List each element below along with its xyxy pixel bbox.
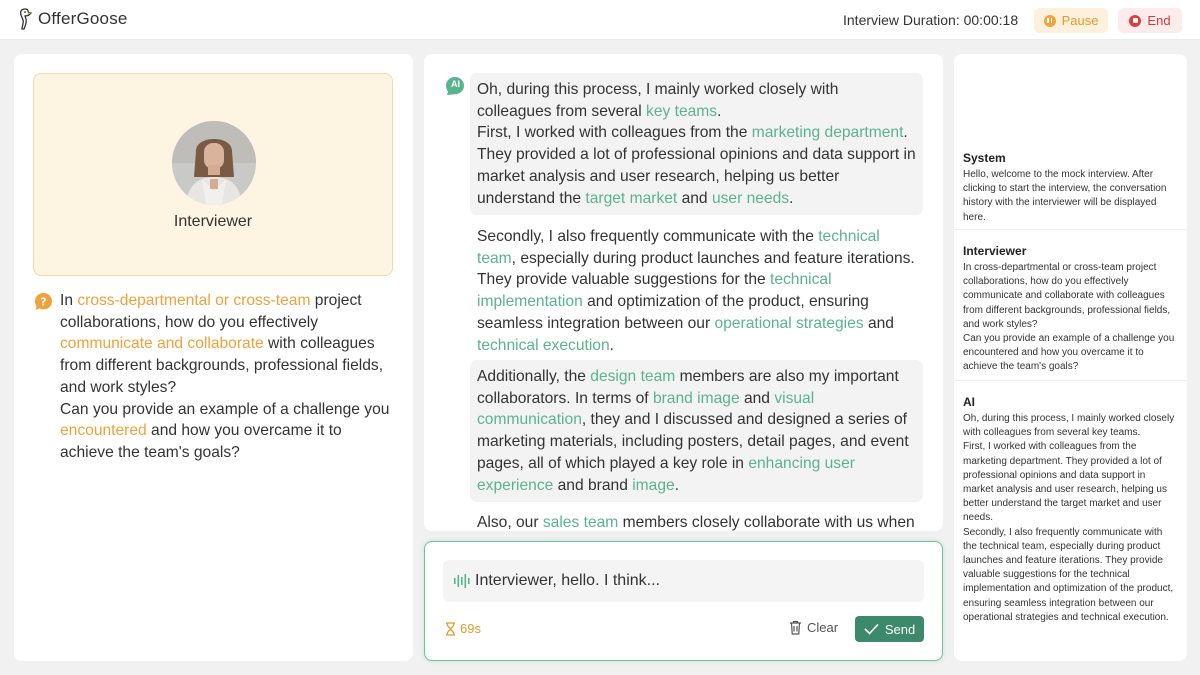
ai-badge-label: AI <box>451 79 460 89</box>
text-segment: , they and I discussed and designed a series of marketing materials, including posters, detail pages, and event pages, all of which played a key role in <box>477 411 909 472</box>
text-segment: and optimization of the product, ensuring seamless integration between our <box>477 293 869 332</box>
pause-icon <box>1044 15 1056 27</box>
text-segment: and brand <box>553 476 633 494</box>
answer-input-panel <box>424 541 943 661</box>
current-question <box>34 290 399 464</box>
text-segment: . <box>609 336 614 354</box>
history-entry-body: In cross-departmental or cross-team project collaborations, how do you effectively communicate and collaborate with colleagues from different backgrounds, professional fields, and work styles? Can you provide an example of a challenge you encountered and how you overcame it to achieve the team's goals? <box>963 262 1175 373</box>
text-segment: members closely collaborate with us when <box>618 514 915 531</box>
history-entry-body: Oh, during this process, I mainly worked closely with colleagues from several key teams. First, I worked with colleagues from the marketing department. They provided a lot of professional opinions and data support in market analysis and user research, helping us better understand the target market and user needs. Secondly, I also frequently communicate with the technical team, especially during product launches and feature iterations. They provide valuable suggestions for the technical implementation and optimization of the product, ensuring seamless integration between our operational strategies and technical execution. <box>963 413 1175 623</box>
highlighted-keyword: brand image <box>652 389 740 407</box>
highlighted-keyword: technical team <box>477 228 880 267</box>
highlighted-keyword: design team <box>590 368 676 385</box>
question-text <box>60 290 399 464</box>
text-segment: First, I worked with colleagues from the <box>477 124 752 142</box>
history-entry-system <box>954 151 1187 230</box>
interviewer-card <box>33 73 393 276</box>
interviewer-panel <box>14 54 413 661</box>
app-logo <box>16 6 128 32</box>
pause-button[interactable] <box>1034 8 1108 33</box>
text-segment: and <box>739 389 775 407</box>
check-icon <box>864 623 879 635</box>
send-button[interactable] <box>855 616 924 642</box>
ai-message-bubble <box>470 73 923 215</box>
text-segment: In <box>60 292 78 309</box>
voice-wave-icon <box>453 573 471 589</box>
chat-panel[interactable] <box>424 54 943 531</box>
highlighted-keyword: target market <box>585 189 678 207</box>
highlighted-keyword: technical execution <box>477 336 610 354</box>
ai-message-bubble <box>470 506 923 531</box>
highlighted-keyword: visual communication <box>477 389 815 429</box>
svg-text:?: ? <box>40 295 47 309</box>
text-segment: project collaborations, how do you effectively <box>60 292 362 331</box>
ai-message-bubble <box>470 360 923 502</box>
text-segment: . <box>717 102 722 120</box>
text-segment: and how you overcame it to achieve the team's goals? <box>60 422 342 461</box>
text-segment: and <box>677 189 712 207</box>
history-entry-body: Hello, welcome to the mock interview. After clicking to start the interview, the conversation history with the interviewer will be displayed here. <box>963 169 1170 223</box>
text-segment: Oh, during this process, I mainly worked closely with colleagues from several <box>477 81 839 120</box>
history-entry-title: Interviewer <box>963 244 1027 258</box>
interview-duration: Interview Duration: 00:00:18 <box>843 12 1019 28</box>
highlighted-keyword: communicate and collaborate <box>60 335 264 353</box>
highlighted-keyword: key teams <box>646 102 718 120</box>
goose-logo-icon <box>16 6 34 32</box>
top-bar <box>0 0 1200 40</box>
highlighted-keyword: user needs <box>711 189 790 207</box>
interviewer-avatar <box>172 121 256 205</box>
highlighted-keyword: technical implementation <box>477 271 832 311</box>
send-button-label: Send <box>884 621 916 637</box>
highlighted-keyword: sales team <box>542 514 619 531</box>
highlighted-keyword: image <box>632 476 675 494</box>
end-button-label: End <box>1147 13 1171 28</box>
ai-message-bubble <box>470 220 923 362</box>
clear-button[interactable] <box>789 620 838 635</box>
text-segment: members are also my important collaborators. In terms of <box>477 368 899 407</box>
text-segment: and <box>863 314 894 332</box>
trash-icon <box>789 620 802 635</box>
highlighted-keyword: enhancing user experience <box>477 454 855 494</box>
text-segment: with colleagues from different backgrounds, professional fields, and work styles? <box>60 335 384 396</box>
highlighted-keyword: cross-departmental or cross-team <box>77 292 311 309</box>
highlighted-keyword: operational strategies <box>714 314 864 332</box>
text-segment: . They provided a lot of professional opinions and data support in market analysis and user research, helping us better understand the <box>477 124 916 207</box>
text-segment: , especially during product launches and feature iterations. They provide valuable suggestions for the <box>477 249 915 289</box>
end-button[interactable] <box>1118 8 1182 33</box>
history-entry-ai <box>954 395 1187 661</box>
interviewer-label: Interviewer <box>173 213 253 230</box>
timer-value: 69s <box>460 621 481 636</box>
history-entry-interviewer <box>954 244 1187 381</box>
text-segment: . <box>674 476 680 494</box>
app-name: OfferGoose <box>38 9 128 28</box>
answer-input[interactable] <box>443 560 924 602</box>
text-segment: Also, our <box>477 514 543 531</box>
answer-timer <box>445 621 481 636</box>
answer-input-text: Interviewer, hello. I think... <box>475 572 660 589</box>
stop-icon <box>1129 15 1141 27</box>
history-entry-title: AI <box>963 395 975 409</box>
conversation-history-panel[interactable] <box>954 54 1187 661</box>
highlighted-keyword: encountered <box>60 422 147 440</box>
text-segment: Secondly, I also frequently communicate with the <box>477 228 819 245</box>
text-segment: Additionally, the <box>477 368 591 385</box>
clear-button-label: Clear <box>807 620 839 635</box>
highlighted-keyword: marketing department <box>751 124 904 142</box>
text-segment: . <box>789 189 794 207</box>
history-entry-title: System <box>963 151 1006 165</box>
pause-button-label: Pause <box>1061 13 1099 28</box>
text-segment: Can you provide an example of a challenge you <box>60 400 390 418</box>
question-bubble-icon <box>34 292 53 311</box>
hourglass-icon <box>445 622 456 636</box>
